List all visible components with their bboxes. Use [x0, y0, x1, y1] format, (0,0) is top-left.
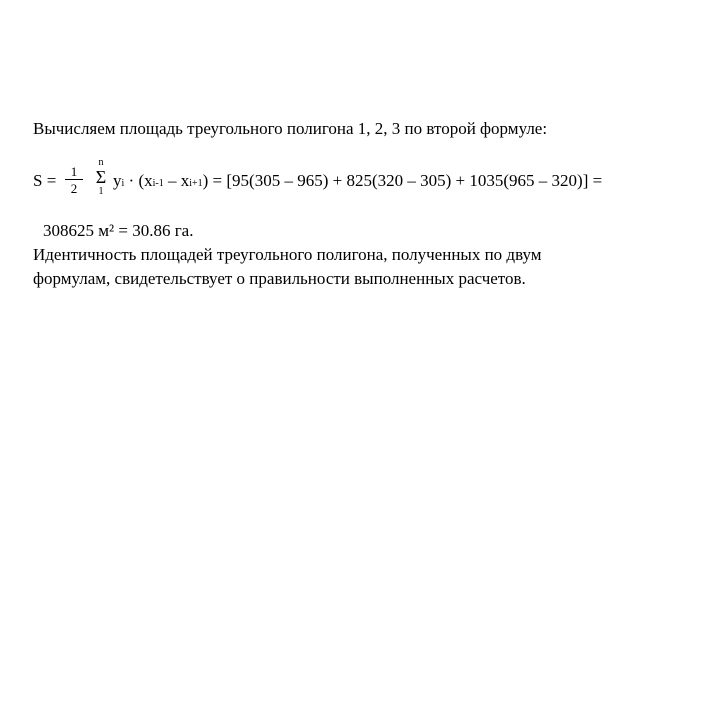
y-variable: y [113, 171, 122, 190]
fraction-numerator: 1 [70, 164, 78, 179]
y-subscript: i [121, 178, 125, 189]
conclusion-line-1: Идентичность площадей треугольного полигона, полученных по двум [33, 245, 542, 264]
summation [93, 158, 109, 197]
x1-subscript: i-1 [152, 178, 164, 189]
formula-fraction [63, 165, 85, 195]
result-text: 308625 м² = 30.86 га. [43, 221, 194, 240]
sum-upper-limit: n [98, 157, 104, 168]
fraction-denominator: 2 [70, 181, 78, 196]
conclusion-line-2: формулам, свидетельствует о правильности выполненных расчетов. [33, 269, 526, 288]
x-term-2: – x [163, 171, 190, 190]
formula-rhs [113, 172, 602, 189]
formula-computation: ) = [95(305 – 965) + 825(320 – 305) + 1035(965 – 320)] = [202, 171, 603, 190]
x-term-1: · (x [124, 171, 153, 190]
intro-text: Вычисляем площадь треугольного полигона 1, 2, 3 по второй формуле: [33, 119, 548, 138]
sum-lower-limit: 1 [98, 186, 104, 197]
sigma-symbol: Σ [95, 167, 107, 187]
x2-subscript: i+1 [189, 178, 203, 189]
formula-lhs: S = [33, 171, 57, 190]
